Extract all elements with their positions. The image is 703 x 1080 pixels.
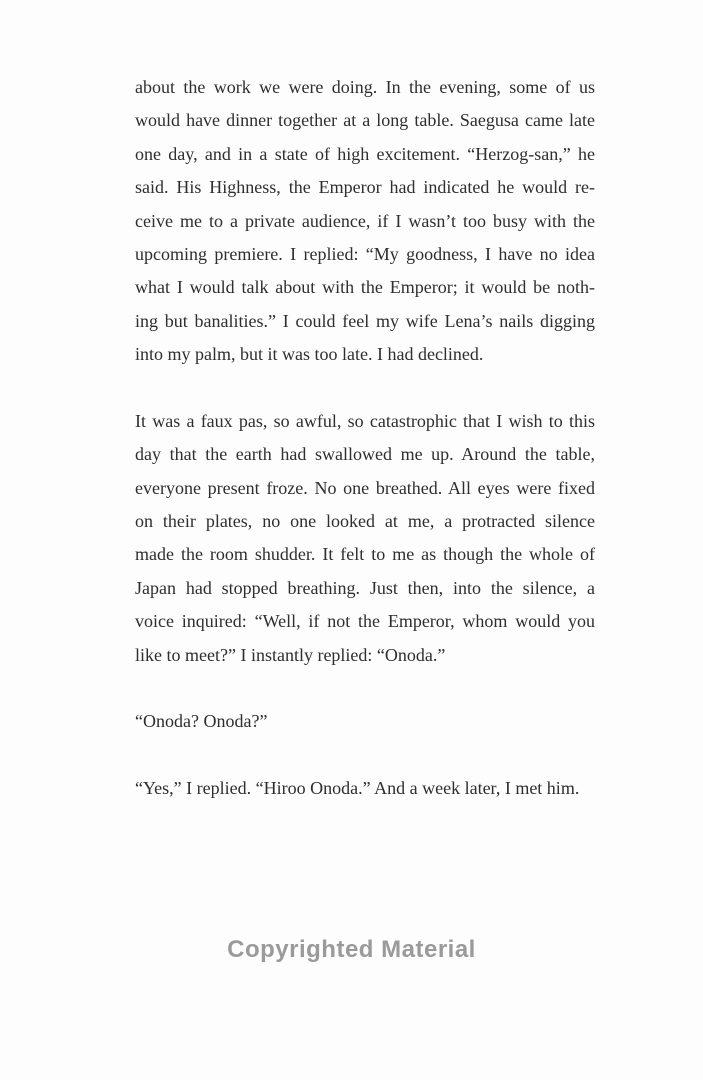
text-line: ing but banalities.” I could feel my wife Lena’s nails digging [135,310,595,331]
text-line: on their plates, no one looked at me, a protracted silence [135,511,595,532]
paragraph [135,71,595,372]
text-line: what I would talk about with the Emperor; it would be noth- [135,277,595,298]
text-line: into my palm, but it was too late. I had declined. [135,344,484,365]
text-line: Japan had stopped breathing. Just then, into the silence, a [135,577,595,598]
text-line: “Onoda? Onoda?” [135,711,268,732]
paragraph [135,405,595,672]
copyright-watermark: Copyrighted Material [227,936,476,963]
text-line: upcoming premiere. I replied: “My goodness, I have no idea [135,243,595,264]
text-line: said. His Highness, the Emperor had indicated he would re- [135,177,595,198]
text-line: It was a faux pas, so awful, so catastrophic that I wish to this [135,410,595,431]
text-line: day that the earth had swallowed me up. Around the table, [135,444,595,465]
text-block [135,71,595,806]
paragraph [135,705,595,738]
text-line: everyone present froze. No one breathed. All eyes were fixed [135,477,595,498]
text-line: “Yes,” I replied. “Hiroo Onoda.” And a week later, I met him. [135,778,580,799]
text-line: about the work we were doing. In the evening, some of us [135,77,595,97]
text-line: would have dinner together at a long table. Saegusa came late [135,110,595,131]
text-line: one day, and in a state of high excitement. “Herzog-san,” he [135,143,595,164]
text-line: like to meet?” I instantly replied: “Onoda.” [135,644,446,665]
text-line: ceive me to a private audience, if I wasn’t too busy with the [135,210,595,231]
text-line: made the room shudder. It felt to me as though the whole of [135,544,595,565]
paragraph [135,772,595,805]
text-line: voice inquired: “Well, if not the Emperor, whom would you [135,611,595,632]
